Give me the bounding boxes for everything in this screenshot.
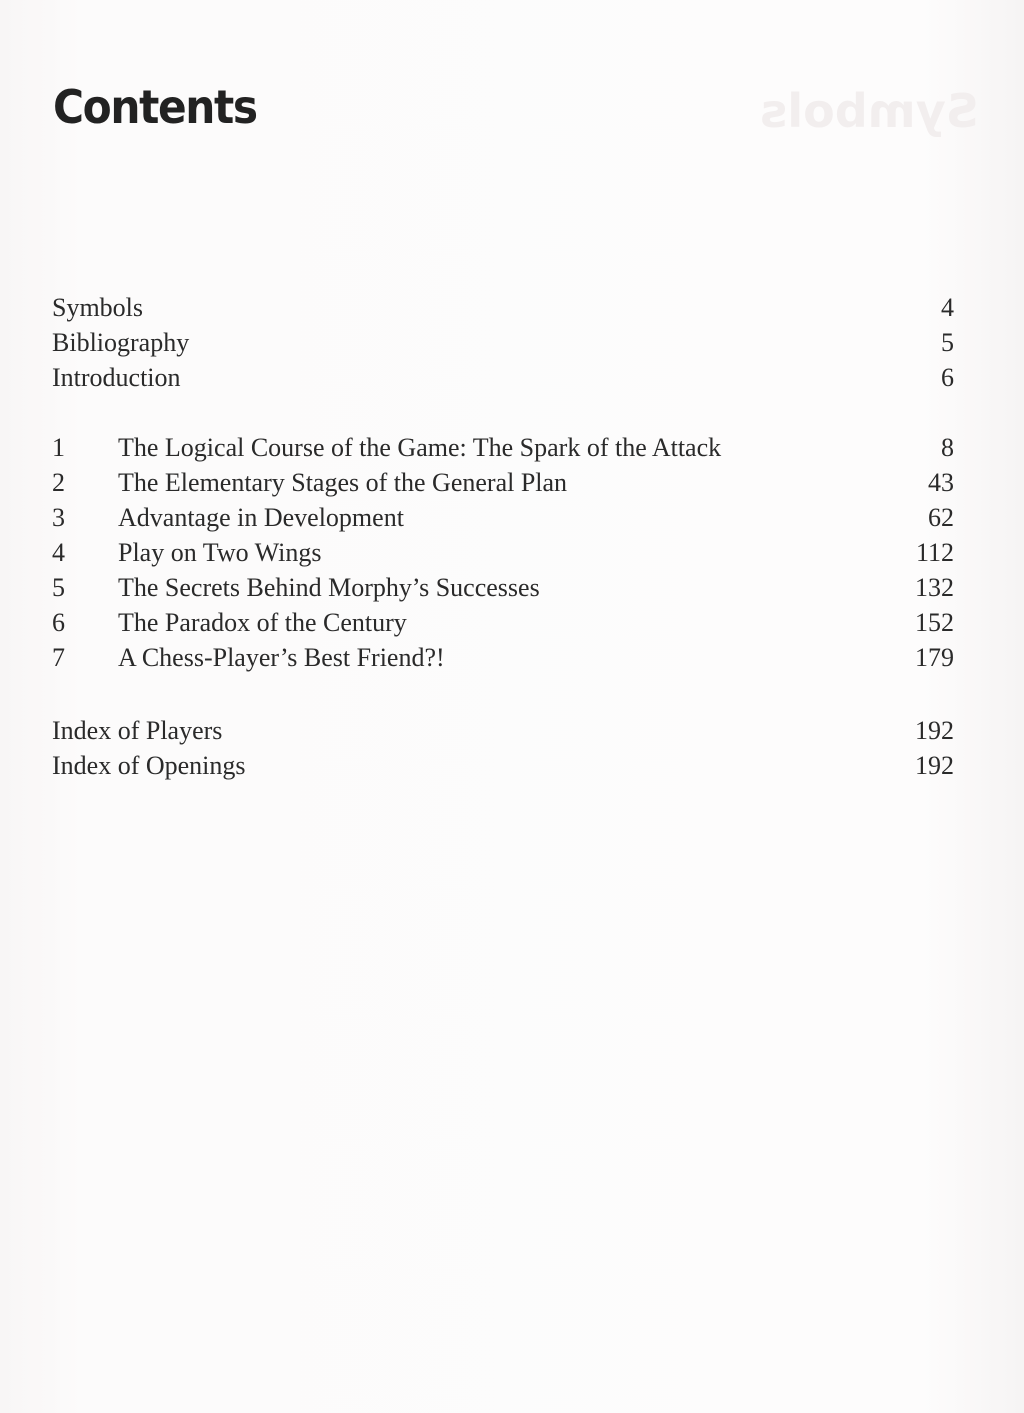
- toc-entry-page: 5: [941, 328, 954, 357]
- back-matter-list: [52, 713, 954, 783]
- toc-chapter-4: [52, 535, 954, 570]
- chapter-page: 112: [915, 538, 954, 567]
- chapter-list: [52, 430, 954, 675]
- toc-chapter-3: [52, 500, 954, 535]
- chapter-title: The Secrets Behind Morphy’s Successes: [118, 573, 540, 602]
- front-matter-list: [52, 290, 954, 395]
- toc-entry-bibliography: [52, 325, 954, 360]
- chapter-number: 4: [52, 538, 65, 567]
- toc-entry-label: Index of Players: [52, 716, 223, 745]
- chapter-page: 152: [915, 608, 954, 637]
- toc-entry-index-of-openings: [52, 748, 954, 783]
- chapter-number: 7: [52, 643, 65, 672]
- chapter-number: 2: [52, 468, 65, 497]
- chapter-page: 132: [915, 573, 954, 602]
- toc-entry-label: Symbols: [52, 293, 144, 322]
- toc-chapter-1: [52, 430, 954, 465]
- toc-entry-page: 4: [941, 293, 954, 322]
- chapter-title: Advantage in Development: [118, 503, 404, 532]
- toc-chapter-7: [52, 640, 954, 675]
- toc-entry-label: Index of Openings: [52, 751, 246, 780]
- toc-entry-page: 192: [915, 751, 954, 780]
- chapter-number: 6: [52, 608, 65, 637]
- chapter-title: The Paradox of the Century: [118, 608, 407, 637]
- toc-chapter-5: [52, 570, 954, 605]
- toc-entry-index-of-players: [52, 713, 954, 748]
- toc-entry-introduction: [52, 360, 954, 395]
- chapter-page: 179: [915, 643, 954, 672]
- chapter-number: 5: [52, 573, 65, 602]
- chapter-page: 8: [941, 433, 954, 462]
- toc-entry-page: 192: [915, 716, 954, 745]
- toc-entry-page: 6: [941, 363, 954, 392]
- chapter-title: The Elementary Stages of the General Plan: [118, 468, 568, 497]
- page-title: Contents: [53, 80, 257, 134]
- chapter-page: 62: [928, 503, 954, 532]
- chapter-page: 43: [928, 468, 954, 497]
- toc-entry-label: Bibliography: [52, 328, 190, 357]
- chapter-title: A Chess-Player’s Best Friend?!: [118, 643, 445, 672]
- chapter-number: 1: [52, 433, 65, 462]
- chapter-title: Play on Two Wings: [118, 538, 322, 567]
- toc-chapter-2: [52, 465, 954, 500]
- show-through-ghost-text: Symbols: [760, 84, 979, 138]
- chapter-number: 3: [52, 503, 65, 532]
- toc-entry-label: Introduction: [52, 363, 181, 392]
- chapter-title: The Logical Course of the Game: The Spark of the Attack: [118, 433, 722, 462]
- toc-entry-symbols: [52, 290, 954, 325]
- toc-chapter-6: [52, 605, 954, 640]
